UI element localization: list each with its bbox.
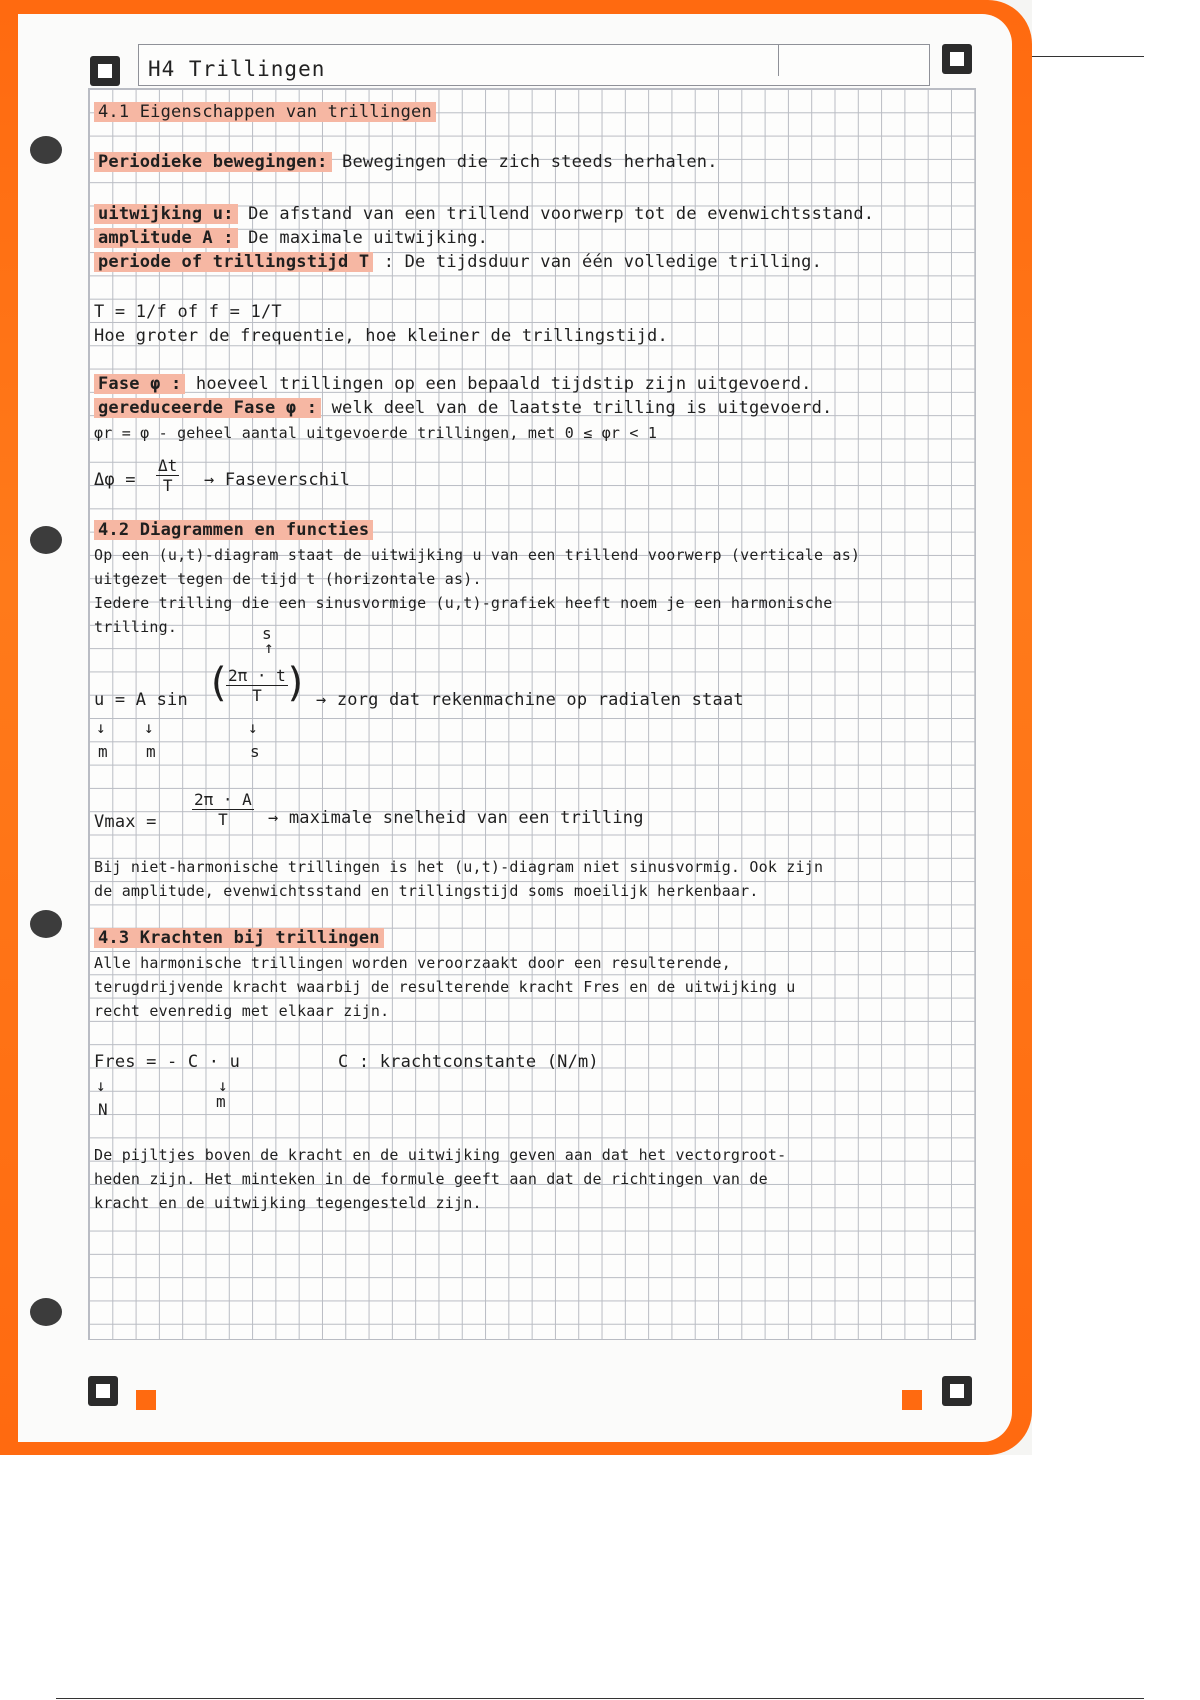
formula-period: T = 1/f of f = 1/T [94, 302, 282, 322]
s43-note2: heden zijn. Het minteken in de formule geeft aan dat de richtingen van de [94, 1170, 768, 1188]
chapter-title: H4 Trillingen [148, 57, 326, 81]
arrow-down-icon: ↓ [248, 718, 258, 737]
vmax-note: → maximale snelheid van een trilling [268, 808, 644, 828]
arrow-down-icon: ↓ [96, 1076, 106, 1095]
unit-u-force: m [216, 1092, 226, 1111]
bottom-rule [56, 1698, 1144, 1699]
s43-line2: terugdrijvende kracht waarbij de resulterende kracht Fres en de uitwijking u [94, 978, 796, 996]
formula-vmax-lhs: Vmax = [94, 812, 157, 832]
formula-phir: φr = φ - geheel aantal uitgevoerde trillingen, met 0 ≤ φr < 1 [94, 424, 658, 442]
def-periodiek: Periodieke bewegingen: Bewegingen die zich steeds herhalen. [94, 152, 718, 172]
fraction-u-argument: $\frac{2\pi \cdot t}{T}$ [228, 666, 286, 705]
orange-square-icon [902, 1390, 922, 1410]
top-rule [1032, 56, 1144, 57]
s42-line4: trilling. [94, 618, 178, 636]
punch-hole [30, 910, 62, 938]
punch-hole [30, 136, 62, 164]
c-definition: C : krachtconstante (N/m) [338, 1052, 599, 1072]
s42-line2: uitgezet tegen de tijd t (horizontale as). [94, 570, 482, 588]
header-date-box [778, 44, 929, 76]
def-uitwijking: uitwijking u: De afstand van een trillend voorwerp tot de evenwichtsstand. [94, 204, 874, 224]
def-amplitude: amplitude A : De maximale uitwijking. [94, 228, 488, 248]
s43-line3: recht evenredig met elkaar zijn. [94, 1002, 390, 1020]
orange-square-icon [136, 1390, 156, 1410]
formula-u-lhs: u = A sin [94, 690, 188, 710]
formula-delta-phi-lhs: Δφ = [94, 470, 136, 490]
corner-marker-icon [942, 1376, 972, 1406]
def-periode: periode of trillingstijd T : De tijdsduur van één volledige trilling. [94, 252, 822, 272]
u-formula-note: → zorg dat rekenmachine op radialen staat [316, 690, 744, 710]
s43-note1: De pijltjes boven de kracht en de uitwijking geven aan dat het vectorgroot- [94, 1146, 787, 1164]
s43-line1: Alle harmonische trillingen worden veroorzaakt door een resulterende, [94, 954, 731, 972]
freq-note: Hoe groter de frequentie, hoe kleiner de trillingstijd. [94, 326, 668, 346]
arrow-down-icon: ↓ [144, 718, 154, 737]
unit-A: m [146, 742, 156, 761]
paren-close-icon: ) [284, 660, 309, 706]
delta-phi-note: → Faseverschil [204, 470, 351, 490]
s43-note3: kracht en de uitwijking tegengesteld zijn. [94, 1194, 482, 1212]
section-heading-4-3: 4.3 Krachten bij trillingen [94, 928, 384, 948]
def-gereduceerde-fase: gereduceerde Fase φ : welk deel van de laatste trilling is uitgevoerd. [94, 398, 832, 418]
s42-line3: Iedere trilling die een sinusvormige (u,t)-grafiek heeft noem je een harmonische [94, 594, 833, 612]
fraction-vmax: $\frac{2\pi \cdot A}{T}$ [194, 790, 252, 829]
arrow-down-icon: ↓ [218, 1076, 228, 1095]
fraction-delta-phi: $\frac{\Delta t}{T}$ [158, 456, 178, 495]
unit-u: m [98, 742, 108, 761]
corner-marker-icon [88, 1376, 118, 1406]
unit-F: N [98, 1100, 108, 1119]
corner-marker-icon [942, 44, 972, 74]
paren-open-icon: ( [206, 660, 231, 706]
unit-t-above: s [262, 624, 272, 643]
punch-hole [30, 1298, 62, 1326]
corner-marker-icon [90, 56, 120, 86]
s42-nonharm2: de amplitude, evenwichtsstand en trillingstijd soms moeilijk herkenbaar. [94, 882, 759, 900]
unit-T: s [250, 742, 260, 761]
arrow-up-icon: ↑ [264, 638, 274, 657]
s42-nonharm1: Bij niet-harmonische trillingen is het (u,t)-diagram niet sinusvormig. Ook zijn [94, 858, 824, 876]
punch-hole [30, 526, 62, 554]
arrow-down-icon: ↓ [96, 718, 106, 737]
def-fase: Fase φ : hoeveel trillingen op een bepaald tijdstip zijn uitgevoerd. [94, 374, 812, 394]
s42-line1: Op een (u,t)-diagram staat de uitwijking u van een trillend voorwerp (verticale as) [94, 546, 861, 564]
section-heading-4-2: 4.2 Diagrammen en functies [94, 520, 373, 540]
section-heading-4-1: 4.1 Eigenschappen van trillingen [94, 102, 436, 122]
formula-force: Fres = - C · u [94, 1052, 241, 1072]
